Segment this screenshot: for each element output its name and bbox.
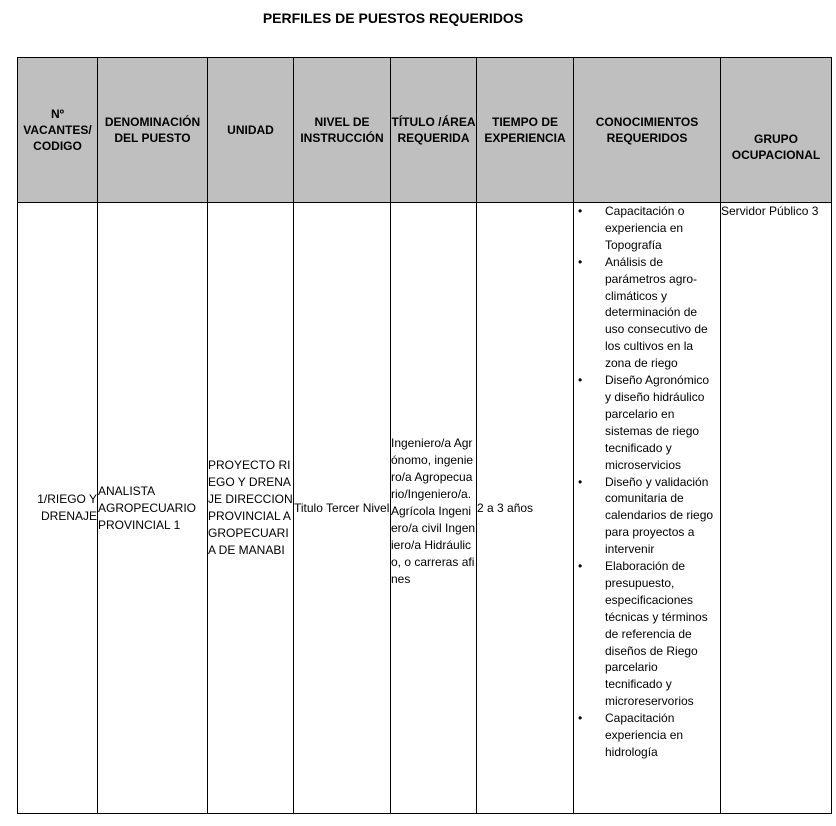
cell-conocimientos: [574, 203, 721, 814]
header-row: [18, 58, 832, 203]
header-grupo: GRUPO OCUPACIONAL: [721, 58, 832, 203]
table-row: [18, 203, 832, 814]
page-title: PERFILES DE PUESTOS REQUERIDOS: [262, 10, 524, 26]
header-denominacion: DENOMINACIÓN DEL PUESTO: [98, 58, 208, 203]
list-item: • Capacitación o experiencia en Topografía: [574, 203, 720, 254]
cell-titulo: Ingeniero/a Agrónomo, ingeniero/a Agropecuario/Ingeniero/a. Agrícola Ingeniero/a civil Ingeniero/a Hidráulico, o carreras afines: [391, 203, 477, 814]
header-vacantes: Nº VACANTES/ CODIGO: [18, 58, 98, 203]
cell-nivel: Titulo Tercer Nivel: [294, 203, 391, 814]
header-conocimientos: CONOCIMIENTOS REQUERIDOS: [574, 58, 721, 203]
list-item: • Capacitación experiencia en hidrología: [574, 710, 720, 761]
cell-tiempo: 2 a 3 años: [477, 203, 574, 814]
list-item: • Diseño y validación comunitaria de calendarios de riego para proyectos a intervenir: [574, 474, 720, 559]
cell-grupo: Servidor Público 3: [721, 203, 832, 814]
header-titulo: TÍTULO /ÁREA REQUERIDA: [391, 58, 477, 203]
header-nivel: NIVEL DE INSTRUCCIÓN: [294, 58, 391, 203]
cell-vacantes: 1/RIEGO Y DRENAJE: [18, 203, 98, 814]
list-item: • Elaboración de presupuesto, especificaciones técnicas y términos de referencia de diseños de Riego parcelario tecnificado y microreservorios: [574, 558, 720, 710]
header-tiempo: TIEMPO DE EXPERIENCIA: [477, 58, 574, 203]
cell-unidad: PROYECTO RIEGO Y DRENAJE DIRECCION PROVINCIAL AGROPECUARIA DE MANABI: [208, 203, 294, 814]
knowledge-list: [574, 203, 720, 761]
cell-denominacion: ANALISTA AGROPECUARIO PROVINCIAL 1: [98, 203, 208, 814]
job-profiles-table: [17, 57, 832, 814]
header-unidad: UNIDAD: [208, 58, 294, 203]
list-item: • Diseño Agronómico y diseño hidráulico parcelario en sistemas de riego tecnificado y microservicios: [574, 372, 720, 473]
list-item: • Análisis de parámetros agro-climáticos y determinación de uso consecutivo de los cultivos en la zona de riego: [574, 254, 720, 372]
